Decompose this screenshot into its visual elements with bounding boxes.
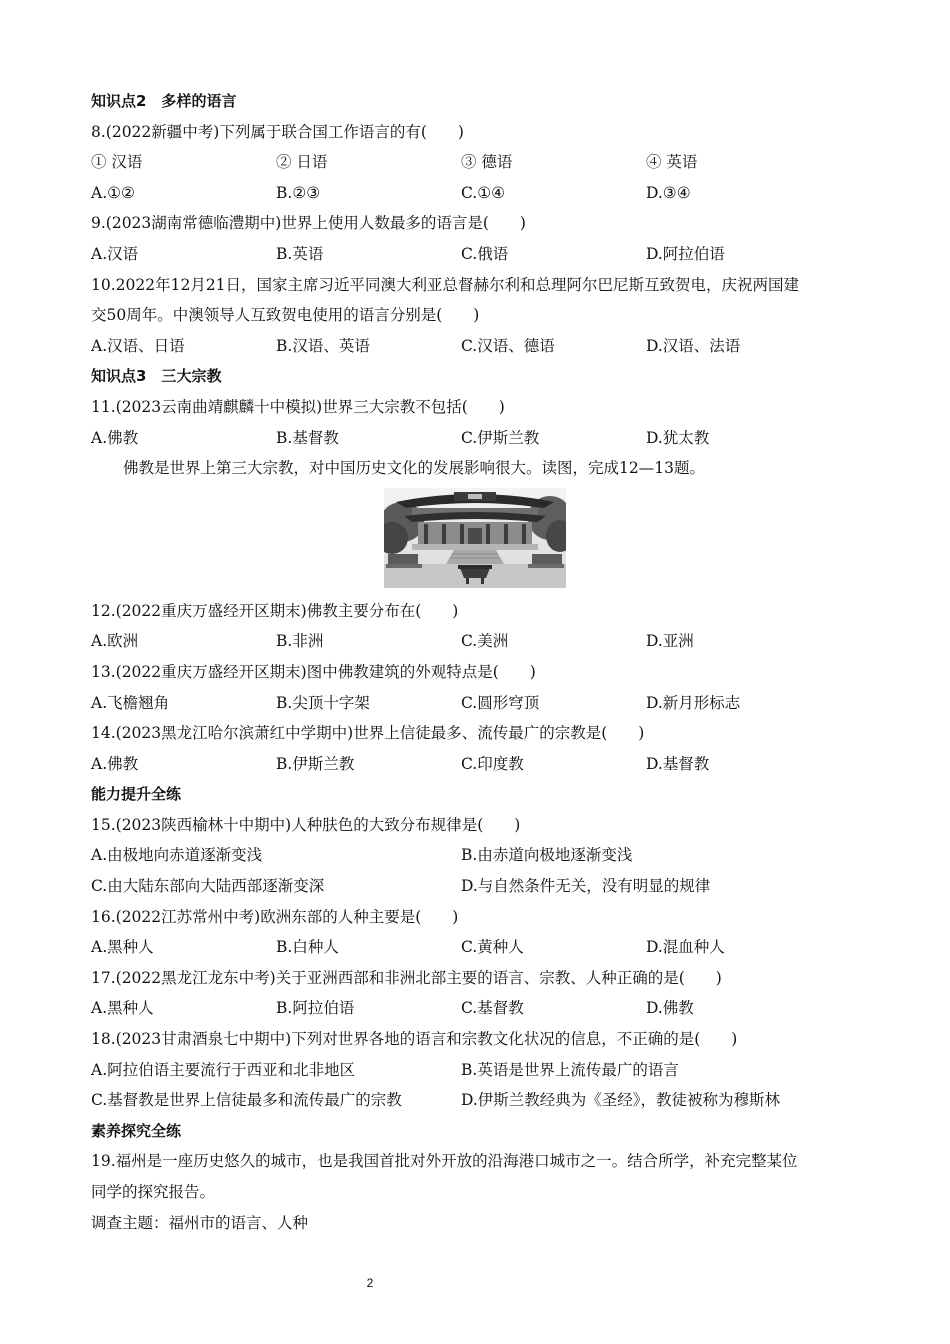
question-8-item-4: ④ 英语	[646, 153, 698, 172]
question-9-option-a[interactable]: A.汉语	[91, 244, 139, 263]
question-12-stem: 12.(2022重庆万盛经开区期末)佛教主要分布在( )	[91, 601, 459, 620]
question-14-option-b[interactable]: B.伊斯兰教	[276, 754, 355, 773]
question-15-option-a[interactable]: A.由极地向赤道逐渐变浅	[91, 846, 263, 865]
question-8-items	[91, 147, 871, 178]
question-13-option-b[interactable]: B.尖顶十字架	[276, 693, 370, 712]
question-11-option-b[interactable]: B.基督教	[276, 428, 339, 447]
section-heading-languages: 知识点2 多样的语言	[91, 92, 237, 110]
question-17-option-d[interactable]: D.佛教	[646, 999, 694, 1018]
question-12-options	[91, 626, 871, 657]
question-18-options-row2	[91, 1085, 871, 1116]
question-14-stem: 14.(2023黑龙江哈尔滨萧红中学期中)世界上信徒最多、流传最广的宗教是( )	[91, 724, 645, 743]
question-9-option-b[interactable]: B.英语	[276, 244, 324, 263]
question-8-item-3: ③ 德语	[461, 153, 513, 172]
question-16-option-c[interactable]: C.黄种人	[461, 938, 524, 957]
question-11-stem: 11.(2023云南曲靖麒麟十中模拟)世界三大宗教不包括( )	[91, 397, 505, 416]
question-17-stem: 17.(2022黑龙江龙东中考)关于亚洲西部和非洲北部主要的语言、宗教、人种正确的是( )	[91, 968, 722, 987]
question-8-item-2: ② 日语	[276, 153, 328, 172]
question-8-item-1: ① 汉语	[91, 153, 143, 172]
question-11-option-c[interactable]: C.伊斯兰教	[461, 428, 540, 447]
question-8-options	[91, 178, 871, 209]
question-16-option-a[interactable]: A.黑种人	[91, 938, 154, 957]
question-12-option-a[interactable]: A.欧洲	[91, 632, 139, 651]
question-10-option-d[interactable]: D.汉语、法语	[646, 336, 741, 355]
buddhist-temple-photo	[384, 488, 566, 588]
question-8-option-b[interactable]: B.②③	[276, 183, 321, 202]
question-9-stem: 9.(2023湖南常德临澧期中)世界上使用人数最多的语言是( )	[91, 214, 526, 233]
question-19-stem-line1: 19.福州是一座历史悠久的城市，也是我国首批对外开放的沿海港口城市之一。结合所学，补充完整某位	[91, 1152, 798, 1171]
question-15-options-row1	[91, 840, 871, 871]
question-9-option-c[interactable]: C.俄语	[461, 244, 509, 263]
question-12-option-c[interactable]: C.美洲	[461, 632, 509, 651]
question-13-option-c[interactable]: C.圆形穹顶	[461, 693, 540, 712]
question-18-option-c[interactable]: C.基督教是世界上信徒最多和流传最广的宗教	[91, 1091, 402, 1110]
section-heading-inquiry: 素养探究全练	[91, 1121, 182, 1140]
question-19-stem-line2: 同学的探究报告。	[91, 1183, 216, 1201]
question-19-topic: 调查主题：福州市的语言、人种	[91, 1213, 309, 1232]
question-11-options	[91, 423, 871, 454]
question-9-option-d[interactable]: D.阿拉伯语	[646, 244, 725, 263]
question-15-options-row2	[91, 871, 871, 902]
question-13-option-d[interactable]: D.新月形标志	[646, 693, 741, 712]
question-12-option-d[interactable]: D.亚洲	[646, 632, 694, 651]
question-14-option-a[interactable]: A.佛教	[91, 754, 139, 773]
question-15-stem: 15.(2023陕西榆林十中期中)人种肤色的大致分布规律是( )	[91, 815, 521, 834]
question-15-option-d[interactable]: D.与自然条件无关，没有明显的规律	[461, 877, 711, 896]
question-16-options	[91, 932, 871, 963]
figure-container	[91, 484, 871, 596]
question-16-option-d[interactable]: D.混血种人	[646, 938, 725, 957]
question-10-stem-line1: 10.2022年12月21日，国家主席习近平同澳大利亚总督赫尔利和总理阿尔巴尼斯互致贺电，庆祝两国建	[91, 275, 800, 294]
question-18-option-a[interactable]: A.阿拉伯语主要流行于西亚和北非地区	[91, 1060, 356, 1079]
question-11-option-a[interactable]: A.佛教	[91, 428, 139, 447]
section-heading-religions: 知识点3 三大宗教	[91, 367, 222, 386]
section-heading-ability: 能力提升全练	[91, 785, 182, 804]
question-10-option-b[interactable]: B.汉语、英语	[276, 336, 370, 355]
question-14-option-c[interactable]: C.印度教	[461, 754, 524, 773]
question-13-options	[91, 688, 871, 719]
question-16-stem: 16.(2022江苏常州中考)欧洲东部的人种主要是( )	[91, 907, 459, 926]
question-8-option-c[interactable]: C.①④	[461, 183, 506, 202]
question-18-options-row1	[91, 1055, 871, 1086]
question-10-option-a[interactable]: A.汉语、日语	[91, 336, 185, 355]
passage-intro: 佛教是世界上第三大宗教，对中国历史文化的发展影响很大。读图，完成12—13题。	[123, 459, 705, 478]
question-14-option-d[interactable]: D.基督教	[646, 754, 710, 773]
question-17-options	[91, 993, 871, 1024]
question-17-option-b[interactable]: B.阿拉伯语	[276, 999, 355, 1018]
question-8-option-d[interactable]: D.③④	[646, 183, 691, 202]
question-8-option-a[interactable]: A.①②	[91, 183, 135, 202]
question-18-option-b[interactable]: B.英语是世界上流传最广的语言	[461, 1060, 679, 1079]
question-13-stem: 13.(2022重庆万盛经开区期末)图中佛教建筑的外观特点是( )	[91, 662, 536, 681]
question-18-stem: 18.(2023甘肃酒泉七中期中)下列对世界各地的语言和宗教文化状况的信息，不正确的是( )	[91, 1030, 738, 1049]
question-15-option-b[interactable]: B.由赤道向极地逐渐变浅	[461, 846, 633, 865]
question-10-option-c[interactable]: C.汉语、德语	[461, 336, 555, 355]
question-16-option-b[interactable]: B.白种人	[276, 938, 339, 957]
question-8-stem: 8.(2022新疆中考)下列属于联合国工作语言的有( )	[91, 122, 464, 141]
page-number: 2	[366, 1276, 374, 1290]
question-13-option-a[interactable]: A.飞檐翘角	[91, 693, 170, 712]
worksheet-page	[91, 86, 871, 1238]
question-12-option-b[interactable]: B.非洲	[276, 632, 324, 651]
question-9-options	[91, 239, 871, 270]
question-18-option-d[interactable]: D.伊斯兰教经典为《圣经》，教徒被称为穆斯林	[461, 1091, 781, 1110]
question-17-option-c[interactable]: C.基督教	[461, 999, 524, 1018]
question-10-stem-line2: 交50周年。中澳领导人互致贺电使用的语言分别是( )	[91, 306, 480, 325]
question-10-options	[91, 331, 871, 362]
question-11-option-d[interactable]: D.犹太教	[646, 428, 710, 447]
question-14-options	[91, 749, 871, 780]
question-15-option-c[interactable]: C.由大陆东部向大陆西部逐渐变深	[91, 877, 325, 896]
question-17-option-a[interactable]: A.黑种人	[91, 999, 154, 1018]
